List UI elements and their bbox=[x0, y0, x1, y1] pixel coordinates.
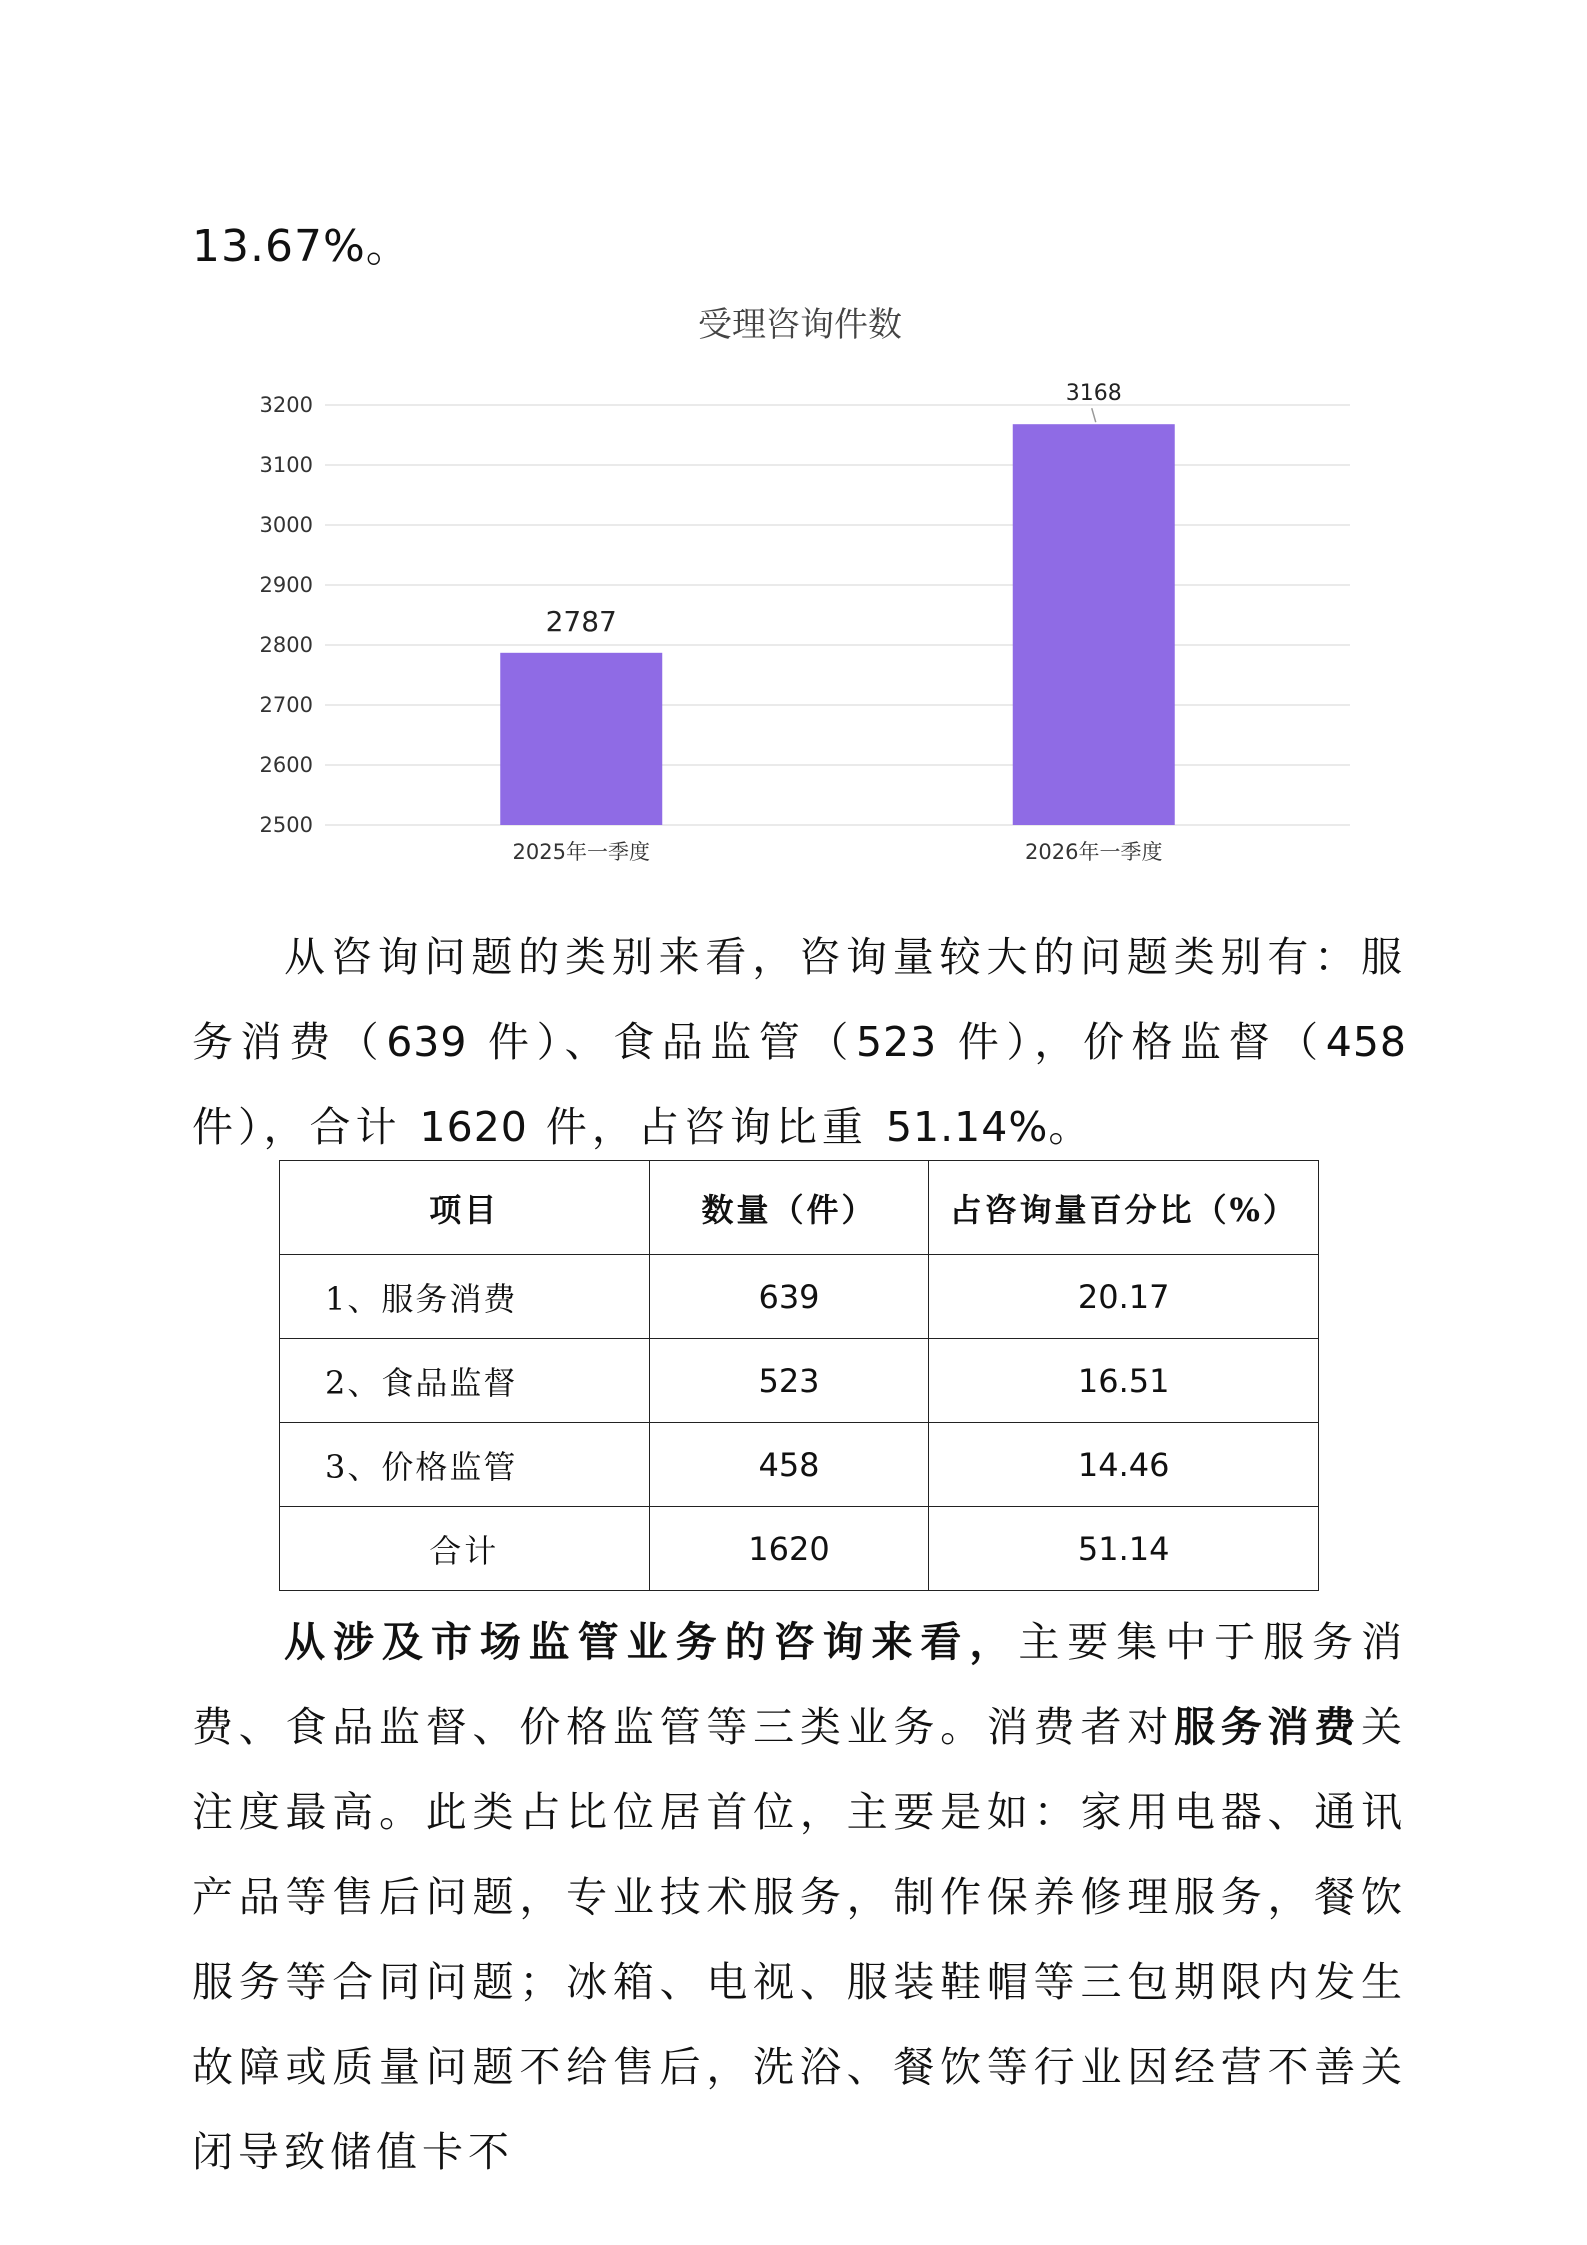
para1-num-5: 51.14% bbox=[885, 1103, 1049, 1151]
chart-grid bbox=[325, 405, 1350, 825]
total-item: 合计 bbox=[280, 1507, 650, 1591]
category-table bbox=[279, 1160, 1319, 1591]
y-tick-label: 2600 bbox=[259, 753, 313, 777]
para1-text-6: 。 bbox=[1048, 1103, 1095, 1151]
business-paragraph bbox=[192, 1600, 1407, 2195]
data-label: 3168 bbox=[1065, 381, 1122, 407]
row-percent: 14.46 bbox=[929, 1423, 1319, 1507]
para1-text-1: 从咨询问题的类别来看，咨询量较大的问题类别有：服务消费（ bbox=[192, 933, 1407, 1066]
total-percent: 51.14 bbox=[929, 1507, 1319, 1591]
para1-text-3: 件），价格监督（ bbox=[937, 1018, 1326, 1066]
y-tick-label: 2900 bbox=[259, 573, 313, 597]
row-percent: 20.17 bbox=[929, 1255, 1319, 1339]
header-percent: 占咨询量百分比（%） bbox=[929, 1161, 1319, 1255]
para1-text-2: 件）、食品监管（ bbox=[467, 1018, 856, 1066]
bar-2 bbox=[1013, 424, 1175, 825]
row-count: 523 bbox=[649, 1339, 929, 1423]
para1-text-5: 件，占咨询比重 bbox=[527, 1103, 886, 1151]
para2-text-2: 关注度最高。此类占比位居首位，主要是如：家用电器、通讯产品等售后问题，专业技术服务，制作保养修理服务，餐饮服务等合同问题；冰箱、电视、服装鞋帽等三包期限内发生故障或质量问题不给售后，洗浴、餐饮等行业因经营不善关闭导致储值卡不 bbox=[192, 1703, 1408, 2176]
para2-text-1: 主要集中于服务消费、食品监督、价格监管等三类业务。消费者对 bbox=[192, 1618, 1408, 1751]
row-item: 1、服务消费 bbox=[280, 1255, 650, 1339]
para1-num-2: 523 bbox=[855, 1018, 938, 1066]
chart-x-axis bbox=[513, 840, 1163, 864]
intro-fragment: 13.67%。 bbox=[192, 221, 411, 272]
y-tick-label: 3100 bbox=[259, 453, 313, 477]
x-tick-label: 2026年一季度 bbox=[1025, 840, 1163, 864]
table-row bbox=[280, 1423, 1319, 1507]
table-total-row bbox=[280, 1507, 1319, 1591]
chart-svg bbox=[230, 290, 1370, 880]
row-count: 458 bbox=[649, 1423, 929, 1507]
para2-bold-service: 服务消费 bbox=[1173, 1703, 1362, 1751]
consultation-chart bbox=[230, 290, 1370, 880]
y-tick-label: 2500 bbox=[259, 813, 313, 837]
row-item: 3、价格监管 bbox=[280, 1423, 650, 1507]
para1-num-4: 1620 bbox=[419, 1103, 528, 1151]
header-count: 数量（件） bbox=[649, 1161, 929, 1255]
table-row bbox=[280, 1255, 1319, 1339]
row-item: 2、食品监督 bbox=[280, 1339, 650, 1423]
y-tick-label: 2800 bbox=[259, 633, 313, 657]
table-row bbox=[280, 1339, 1319, 1423]
category-paragraph bbox=[192, 915, 1407, 1170]
chart-title: 受理咨询件数 bbox=[698, 305, 902, 345]
para1-num-3: 458 bbox=[1325, 1018, 1407, 1066]
row-count: 639 bbox=[649, 1255, 929, 1339]
header-item: 项目 bbox=[280, 1161, 650, 1255]
para2-bold-lead: 从涉及市场监管业务的咨询来看， bbox=[284, 1618, 1019, 1666]
y-tick-label: 3000 bbox=[259, 513, 313, 537]
row-percent: 16.51 bbox=[929, 1339, 1319, 1423]
total-count: 1620 bbox=[649, 1507, 929, 1591]
chart-bars bbox=[500, 381, 1175, 825]
para1-text-4: 件），合计 bbox=[192, 1103, 420, 1151]
y-tick-label: 3200 bbox=[259, 393, 313, 417]
x-tick-label: 2025年一季度 bbox=[512, 840, 650, 864]
data-label-leader bbox=[1092, 408, 1096, 422]
table-header-row bbox=[280, 1161, 1319, 1255]
chart-y-axis bbox=[260, 393, 313, 837]
para1-num-1: 639 bbox=[386, 1018, 468, 1066]
y-tick-label: 2700 bbox=[259, 693, 313, 717]
bar-1 bbox=[500, 653, 662, 825]
data-label: 2787 bbox=[545, 604, 617, 638]
